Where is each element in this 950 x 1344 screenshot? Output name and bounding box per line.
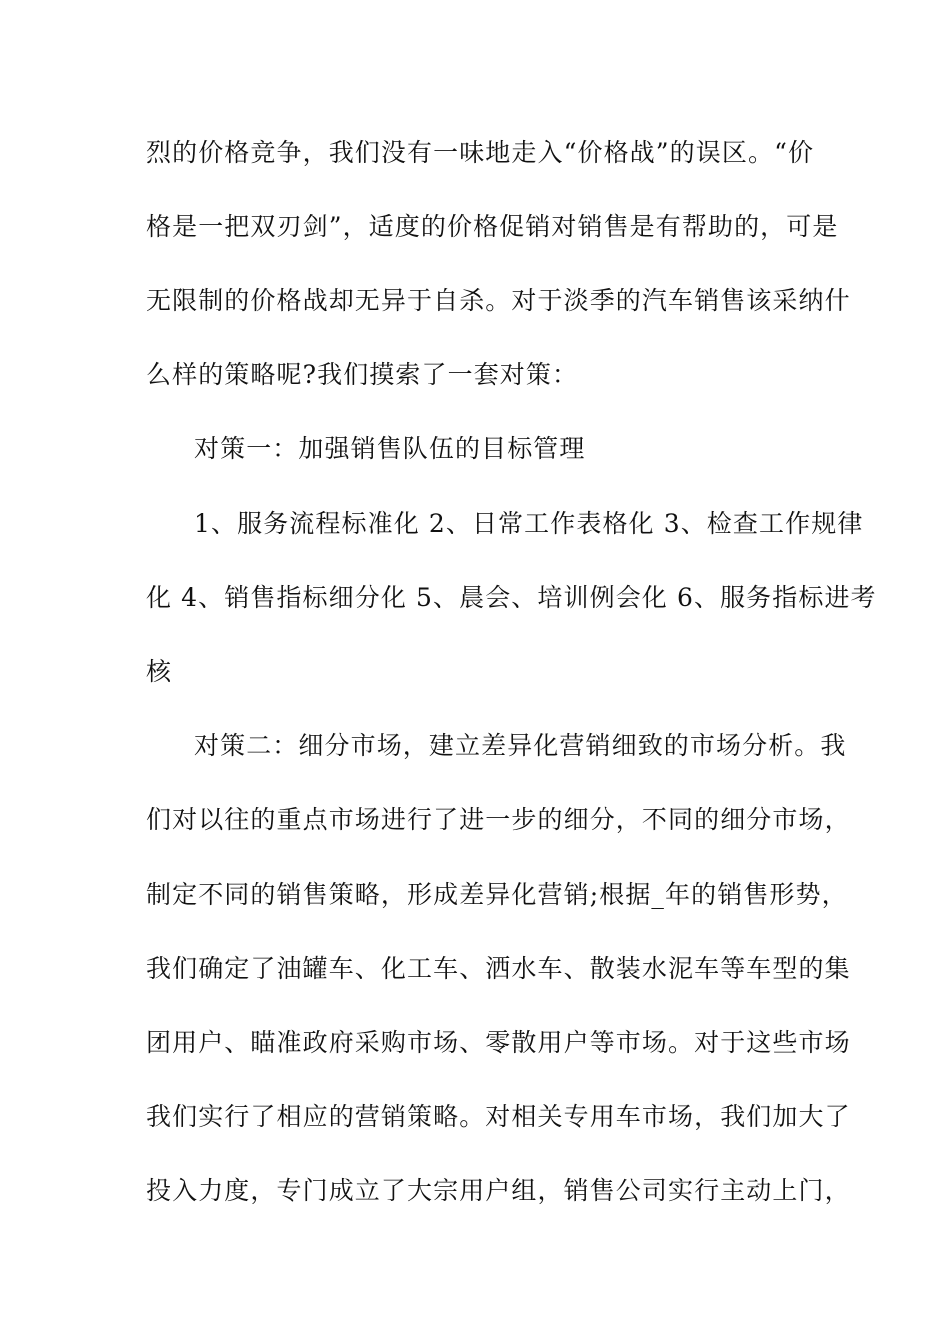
section-heading: 对策一：加强销售队伍的目标管理 <box>194 434 586 463</box>
body-text-line: 我们实行了相应的营销策略。对相关专用车市场，我们加大了 <box>146 1102 851 1131</box>
body-text-line: 无限制的价格战却无异于自杀。对于淡季的汽车销售该采纳什 <box>146 286 851 315</box>
body-text-line: 化 4、销售指标细分化 5、晨会、培训例会化 6、服务指标进考 <box>146 583 877 612</box>
body-text-line: 制定不同的销售策略，形成差异化营销;根据_年的销售形势， <box>146 880 848 909</box>
body-text-line: 们对以往的重点市场进行了进一步的细分，不同的细分市场， <box>146 805 851 834</box>
body-text-line: 1、服务流程标准化 2、日常工作表格化 3、检查工作规律 <box>194 509 864 538</box>
body-text-line: 团用户、瞄准政府采购市场、零散用户等市场。对于这些市场 <box>146 1028 851 1057</box>
body-text-line: 么样的策略呢?我们摸索了一套对策： <box>146 360 579 389</box>
body-text-line: 投入力度，专门成立了大宗用户组，销售公司实行主动上门， <box>146 1176 851 1205</box>
body-text-line: 核 <box>146 657 173 686</box>
body-text-line: 我们确定了油罐车、化工车、洒水车、散装水泥车等车型的集 <box>146 954 851 983</box>
section-heading: 对策二：细分市场，建立差异化营销细致的市场分析。我 <box>194 731 847 760</box>
body-text-line: 格是一把双刃剑”，适度的价格促销对销售是有帮助的，可是 <box>146 212 839 241</box>
body-text-line: 烈的价格竞争，我们没有一味地走入“价格战”的误区。“价 <box>146 138 815 167</box>
